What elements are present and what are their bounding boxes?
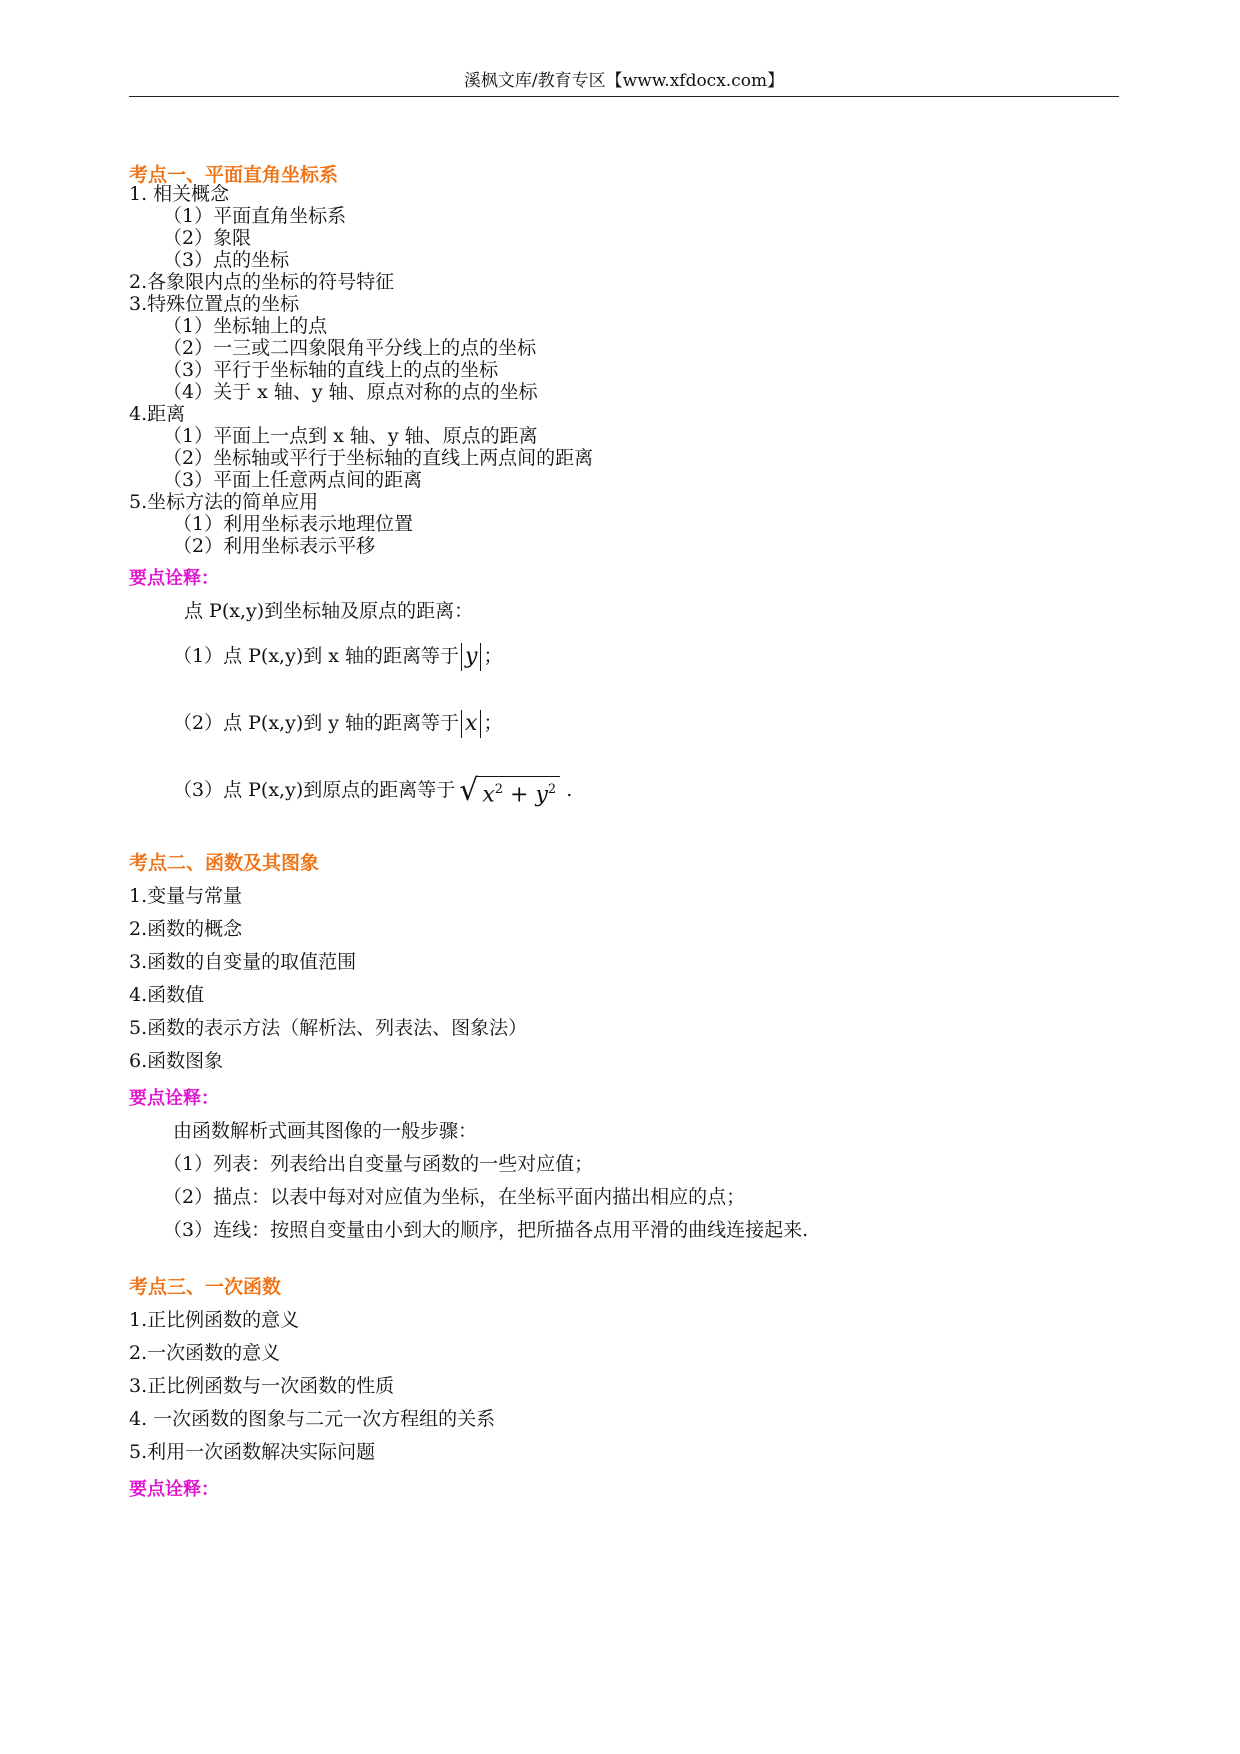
s2-item: 6.函数图象 — [129, 1050, 224, 1072]
formula-text: （1）点 P(x,y)到 x 轴的距离等于 — [173, 645, 460, 667]
abs-x: x — [461, 710, 481, 738]
page-header: 溪枫文库/教育专区【www.xfdocx.com】 — [463, 71, 785, 91]
s1-item: 1. 相关概念 — [129, 183, 230, 205]
abs-y: y — [461, 643, 481, 671]
s2-item: 2.函数的概念 — [129, 918, 243, 940]
s1-item: 5.坐标方法的简单应用 — [129, 491, 319, 513]
s1-item: （1）平面上一点到 x 轴、y 轴、原点的距离 — [163, 425, 538, 447]
s1-item: （1）坐标轴上的点 — [163, 315, 328, 337]
s3-item: 5.利用一次函数解决实际问题 — [129, 1441, 376, 1463]
s1-item: （3）平行于坐标轴的直线上的点的坐标 — [163, 359, 499, 381]
s1-item: 3.特殊位置点的坐标 — [129, 293, 300, 315]
formula-distance-y-axis — [173, 710, 502, 738]
formula-text: （2）点 P(x,y)到 y 轴的距离等于 — [173, 712, 460, 734]
s3-item: 3.正比例函数与一次函数的性质 — [129, 1375, 395, 1397]
s1-item: （3）点的坐标 — [163, 249, 290, 271]
sqrt-expression — [459, 773, 560, 809]
radicand: $x^2 + y^2$ — [478, 776, 560, 806]
s2-item: 5.函数的表示方法（解析法、列表法、图象法） — [129, 1017, 528, 1039]
s2-note: （3）连线：按照自变量由小到大的顺序，把所描各点用平滑的曲线连接起来. — [163, 1219, 809, 1241]
s1-item: （4）关于 x 轴、y 轴、原点对称的点的坐标 — [163, 381, 538, 403]
s1-item: （1）利用坐标表示地理位置 — [173, 513, 414, 535]
formula-distance-x-axis — [173, 643, 502, 671]
semicolon: ； — [483, 712, 503, 734]
section2-heading: 考点二、函数及其图象 — [129, 852, 320, 874]
s1-item: （2）坐标轴或平行于坐标轴的直线上两点间的距离 — [163, 447, 594, 469]
s1-item: 2.各象限内点的坐标的符号特征 — [129, 271, 395, 293]
s1-note-intro: 点 P(x,y)到坐标轴及原点的距离： — [184, 600, 474, 622]
s2-note: （1）列表：列表给出自变量与函数的一些对应值； — [163, 1153, 594, 1175]
section3-heading: 考点三、一次函数 — [129, 1276, 282, 1298]
s1-item: （2）一三或二四象限角平分线上的点的坐标 — [163, 337, 537, 359]
s3-item: 2.一次函数的意义 — [129, 1342, 281, 1364]
s3-item: 4. 一次函数的图象与二元一次方程组的关系 — [129, 1408, 496, 1430]
header-divider — [129, 96, 1119, 97]
s2-item: 3.函数的自变量的取值范围 — [129, 951, 357, 973]
section3-keypoint-label: 要点诠释： — [129, 1479, 219, 1500]
formula-text: （3）点 P(x,y)到原点的距离等于 — [173, 779, 456, 802]
s1-item: （1）平面直角坐标系 — [163, 205, 347, 227]
section1-keypoint-label: 要点诠释： — [129, 568, 219, 589]
s3-item: 1.正比例函数的意义 — [129, 1309, 300, 1331]
semicolon: ； — [483, 645, 503, 667]
s2-item: 1.变量与常量 — [129, 885, 243, 907]
period: . — [566, 779, 573, 802]
s1-item: （3）平面上任意两点间的距离 — [163, 469, 423, 491]
radical-icon: √ — [459, 773, 479, 809]
section2-keypoint-label: 要点诠释： — [129, 1088, 219, 1109]
formula-distance-origin — [173, 773, 573, 809]
section1-heading: 考点一、平面直角坐标系 — [129, 164, 339, 186]
s1-item: （2）象限 — [163, 227, 252, 249]
s2-note: 由函数解析式画其图像的一般步骤： — [173, 1120, 478, 1142]
s1-item: 4.距离 — [129, 403, 186, 425]
s2-note: （2）描点：以表中每对对应值为坐标，在坐标平面内描出相应的点； — [163, 1186, 746, 1208]
s2-item: 4.函数值 — [129, 984, 205, 1006]
s1-item: （2）利用坐标表示平移 — [173, 535, 376, 557]
